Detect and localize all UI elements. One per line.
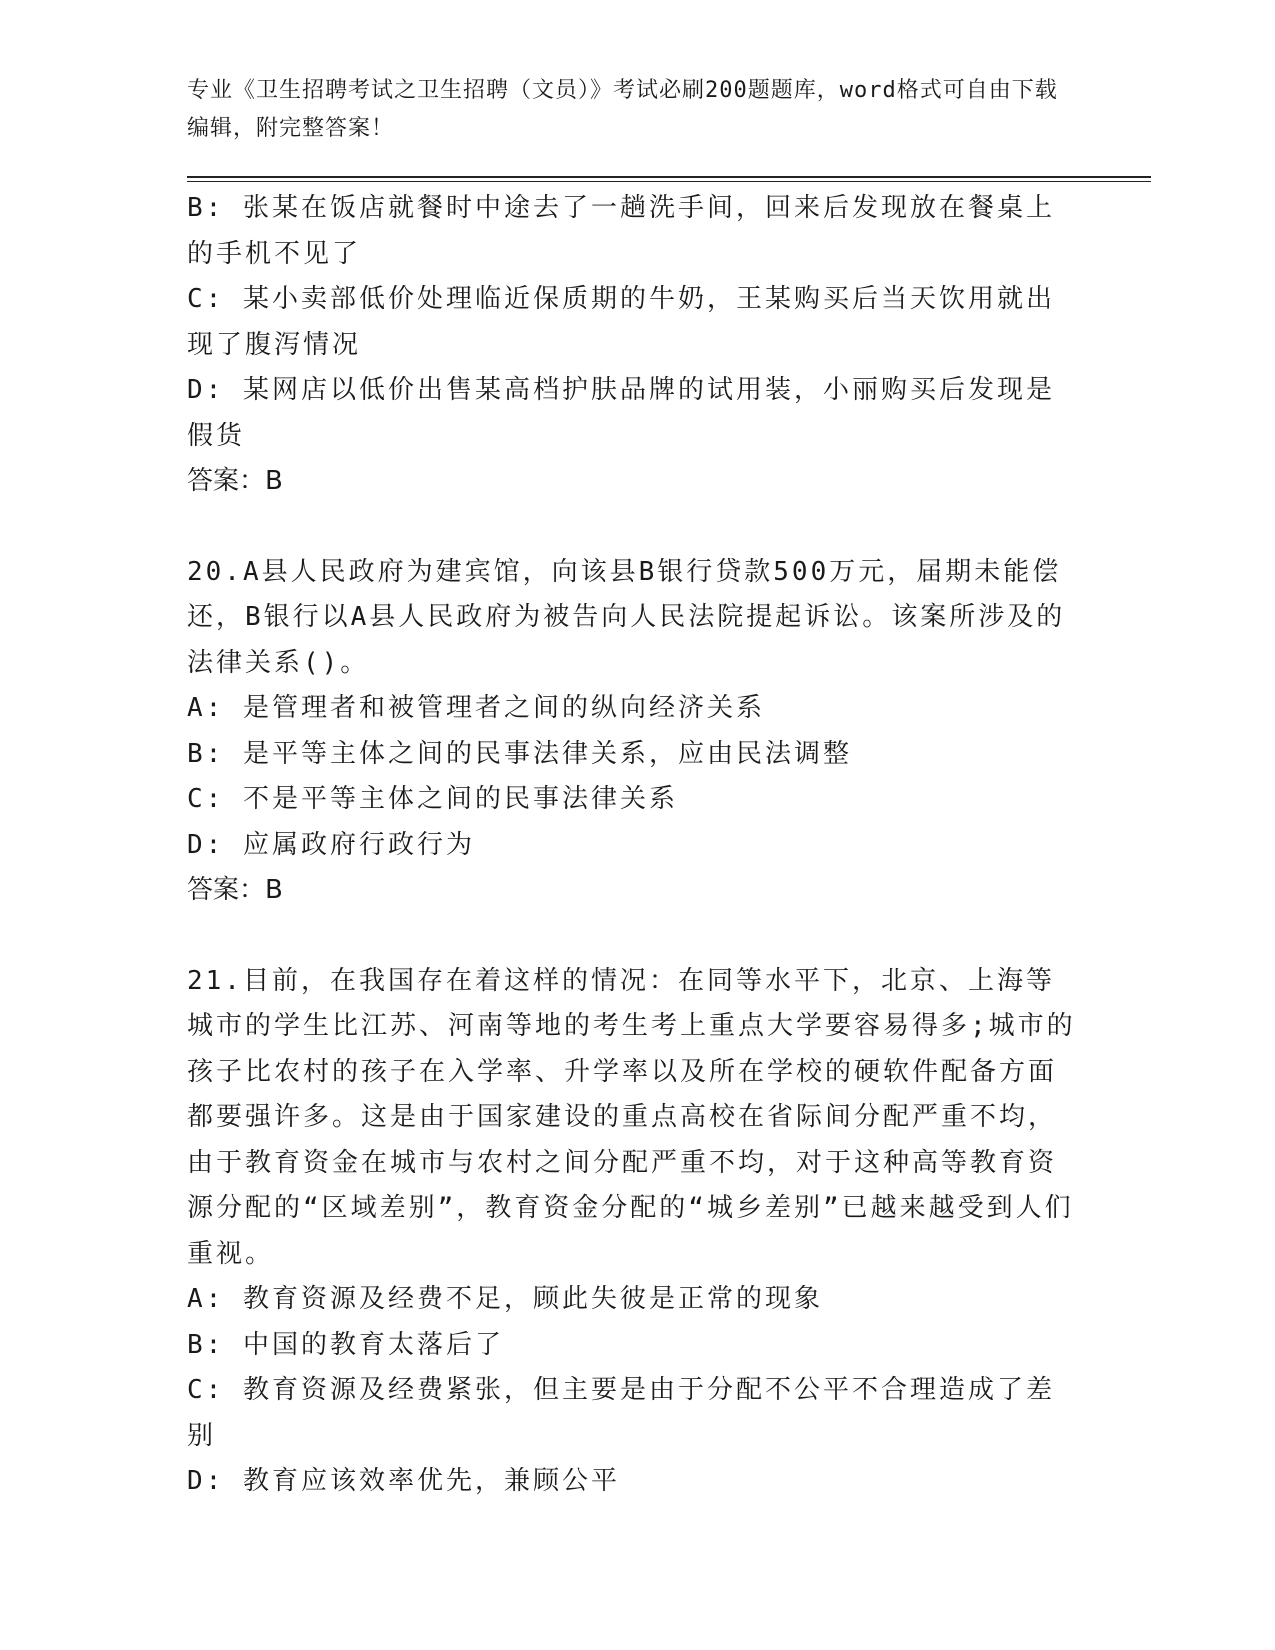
question-21: [187, 959, 1077, 1505]
q21-option-c: C: 教育资源及经费紧张，但主要是由于分配不公平不合理造成了差别: [187, 1375, 1055, 1451]
question-spacer: [187, 914, 1077, 959]
q19-answer: 答案：B: [187, 466, 283, 496]
q21-option-d: D: 教育应该效率优先，兼顾公平: [187, 1466, 620, 1496]
q20-option-b: B: 是平等主体之间的民事法律关系，应由民法调整: [187, 738, 852, 769]
q19-option-d: D: 某网店以低价出售某高档护肤品牌的试用装，小丽购买后发现是假货: [187, 375, 1055, 451]
q20-option-d: D: 应属政府行政行为: [187, 829, 475, 860]
q20-option-c: C: 不是平等主体之间的民事法律关系: [187, 784, 678, 814]
q20-option-a: A: 是管理者和被管理者之间的纵向经济关系: [187, 693, 765, 723]
header-rule-thin: [187, 181, 1151, 182]
document-header: 专业《卫生招聘考试之卫生招聘（文员）》考试必刷200题题库，word格式可自由下载编辑，附完整答案！: [187, 78, 1058, 141]
question-spacer: [187, 505, 1077, 550]
header-rule-thick: [187, 176, 1151, 178]
q20-stem: 20.A县人民政府为建宾馆，向该县B银行贷款500万元，届期未能偿还，B银行以A县人民政府为被告向人民法院提起诉讼。该案所涉及的法律关系()。: [187, 556, 1066, 678]
q21-option-b: B: 中国的教育太落后了: [187, 1329, 504, 1360]
q19-option-b: B: 张某在饭店就餐时中途去了一趟洗手间，回来后发现放在餐桌上的手机不见了: [187, 193, 1055, 269]
q21-option-a: A: 教育资源及经费不足，顾此失彼是正常的现象: [187, 1284, 823, 1314]
q19-option-c: C: 某小卖部低价处理临近保质期的牛奶，王某购买后当天饮用就出现了腹泻情况: [187, 284, 1055, 360]
question-20: [187, 550, 1077, 914]
q21-stem: 21.目前，在我国存在着这样的情况：在同等水平下，北京、上海等城市的学生比江苏、河南等地的考生考上重点大学要容易得多;城市的孩子比农村的孩子在入学率、升学率以及所在学校的硬软件配备方面都要强许多。这是由于国家建设的重点高校在省际间分配严重不均，由于教育资金在城市与农村之间分配严重不均，对于这种高等教育资源分配的“区域差别”，教育资金分配的“城乡差别”已越来越受到人们重视。: [187, 965, 1076, 1269]
q20-answer: 答案：B: [187, 875, 283, 905]
question-19: [187, 186, 1077, 505]
question-content: [187, 186, 1077, 1505]
